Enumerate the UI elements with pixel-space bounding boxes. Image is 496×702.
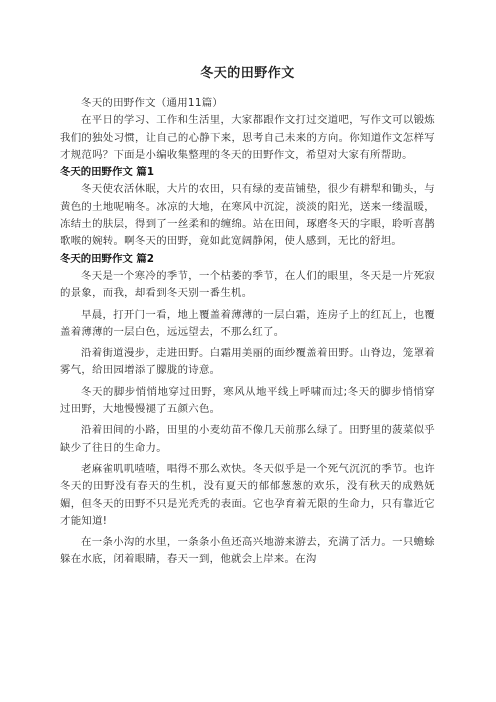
section-2-paragraph-1: 冬天是一个寒冷的季节，一个枯萎的季节，在人们的眼里，冬天是一片死寂的景象，而我，却看到冬天别一番生机。: [60, 269, 435, 300]
section-2-paragraph-6: 老麻雀叽叽喳喳，唱得不那么欢快。冬天似乎是一个死气沉沉的季节。也许冬天的田野没有春天的生机，没有夏天的郁郁葱葱的欢乐，没有秋天的成熟妩媚，但冬天的田野不只是光秃秃的表面。它也孕育着无限的生命力，只有靠近它才能知道!: [60, 462, 435, 527]
page-title: 冬天的田野作文: [200, 66, 295, 81]
section-2-paragraph-5: 沿着田间的小路，田里的小麦幼苗不像几天前那么绿了。田野里的菠菜似乎缺少了往日的生命力。: [60, 424, 435, 454]
section-heading-1: 冬天的田野作文 篇1: [60, 166, 154, 179]
section-2-paragraph-2: 早晨，打开门一看，地上覆盖着薄薄的一层白霜，连房子上的红瓦上，也覆盖着薄薄的一层白色，远远望去，不那么红了。: [60, 308, 435, 338]
document-page: [60, 62, 435, 569]
section-2-paragraph-4: 冬天的脚步悄悄地穿过田野，寒风从地平线上呼啸而过;冬天的脚步悄悄穿过田野，大地慢慢褪了五颜六色。: [60, 385, 435, 416]
intro-paragraph: 在平日的学习、工作和生活里，大家都跟作文打过交道吧，写作文可以锻炼我们的独处习惯，让自己的心静下来，思考自己未来的方向。你知道作文怎样写才规范吗？下面是小编收集整理的冬天的田野作文，希望对大家有所帮助。: [60, 114, 435, 161]
section-heading-2: 冬天的田野作文 篇2: [60, 252, 154, 265]
section-2-paragraph-7: 在一条小沟的水里，一条条小鱼还高兴地游来游去，充满了活力。一只蟾蜍躲在水底，闭着眼睛，春天一到，他就会上岸来。在沟: [60, 536, 435, 566]
section-2-paragraph-3: 沿着街道漫步，走进田野。白霜用美丽的面纱覆盖着田野。山脊边，笼罩着雾气，给田园增添了朦胧的诗意。: [60, 347, 435, 377]
section-1-paragraph-1: 冬天使农活休眠，大片的农田，只有绿的麦苗铺垫，很少有耕犁和锄头，与黄色的土地呢喃冬。冰凉的大地，在寒风中沉淀，淡淡的阳光，送来一缕温暖，冻结土的肤层，得到了一丝柔和的缠绵。站在田间，琢磨冬天的字眼，聆听喜鹊歌喉的婉转。啊冬天的田野，竟如此宽阔静闲，使人感到，无比的舒坦。: [60, 183, 435, 248]
intro-subtitle: 冬天的田野作文（通用11篇）: [81, 97, 224, 109]
